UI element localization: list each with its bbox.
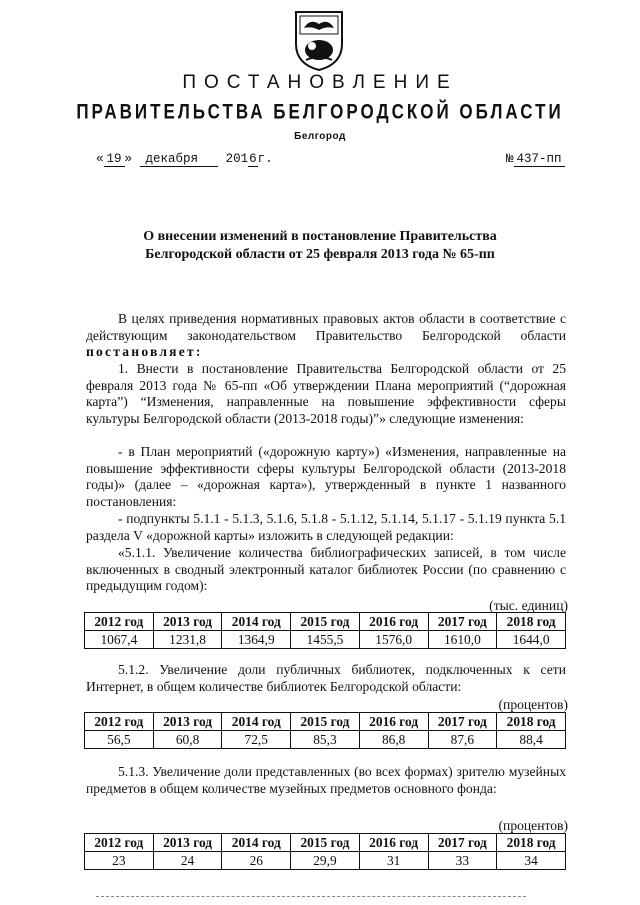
table-1-value-row bbox=[85, 631, 566, 649]
value-cell: 56,5 bbox=[85, 731, 154, 749]
year-cell: 2012 год bbox=[85, 834, 154, 852]
date-day: 19 bbox=[104, 152, 125, 167]
table-3-header-row bbox=[85, 834, 566, 852]
year-cell: 2016 год bbox=[359, 834, 428, 852]
document-number bbox=[506, 152, 565, 166]
date-year-prefix: 201 bbox=[225, 152, 249, 166]
year-cell: 2013 год bbox=[153, 613, 222, 631]
intro-paragraph bbox=[86, 311, 566, 361]
date-year-suffix: 6 bbox=[249, 152, 257, 166]
year-cell: 2015 год bbox=[291, 834, 360, 852]
value-cell: 1644,0 bbox=[497, 631, 566, 649]
value-cell: 24 bbox=[153, 852, 222, 870]
value-cell: 31 bbox=[359, 852, 428, 870]
postanovlyaet-word: постановляет: bbox=[86, 344, 203, 360]
value-cell: 88,4 bbox=[497, 731, 566, 749]
year-cell: 2017 год bbox=[428, 834, 497, 852]
value-cell: 26 bbox=[222, 852, 291, 870]
subclause-5-1-1: «5.1.1. Увеличение количества библиографических записей, в том числе включенных в сводный электронный каталог библиотек России (по сравнению с предыдущим годом): bbox=[86, 545, 566, 594]
year-cell: 2018 год bbox=[497, 834, 566, 852]
value-cell: 1231,8 bbox=[153, 631, 222, 649]
year-cell: 2016 год bbox=[359, 713, 428, 731]
value-cell: 29,9 bbox=[291, 852, 360, 870]
value-cell: 60,8 bbox=[153, 731, 222, 749]
table-2-header-row bbox=[85, 713, 566, 731]
number-value: 437-пп bbox=[514, 152, 565, 167]
value-cell: 33 bbox=[428, 852, 497, 870]
value-cell: 87,6 bbox=[428, 731, 497, 749]
year-cell: 2014 год bbox=[222, 834, 291, 852]
document-title bbox=[60, 228, 580, 264]
table-2 bbox=[84, 712, 566, 749]
year-cell: 2017 год bbox=[428, 613, 497, 631]
city: Белгород bbox=[294, 131, 346, 142]
value-cell: 1455,5 bbox=[291, 631, 360, 649]
year-cell: 2015 год bbox=[291, 713, 360, 731]
year-cell: 2013 год bbox=[153, 713, 222, 731]
year-cell: 2014 год bbox=[222, 613, 291, 631]
issuer: ПРАВИТЕЛЬСТВА БЕЛГОРОДСКОЙ ОБЛАСТИ bbox=[76, 99, 564, 124]
year-cell: 2018 год bbox=[497, 713, 566, 731]
bullet-2-paragraph: - подпункты 5.1.1 - 5.1.3, 5.1.6, 5.1.8 - 5.1.12, 5.1.14, 5.1.17 - 5.1.19 пункта 5.1 раздела V «дорожной карты» изложить в следующей редакции: bbox=[86, 511, 566, 543]
table-3 bbox=[84, 833, 566, 870]
value-cell: 23 bbox=[85, 852, 154, 870]
year-cell: 2016 год bbox=[359, 613, 428, 631]
item-1-paragraph: 1. Внести в постановление Правительства Белгородской области от 25 февраля 2013 года № 65-пп «Об утверждении Плана мероприятий (“дорожная карта”) “Изменения, направленные на повышение эффективности сферы культуры Белгородской области (2013-2018 годы)”» следующие изменения: bbox=[86, 361, 566, 426]
date-year-end: г. bbox=[257, 152, 273, 166]
year-cell: 2015 год bbox=[291, 613, 360, 631]
year-cell: 2013 год bbox=[153, 834, 222, 852]
subclause-5-1-2: 5.1.2. Увеличение доли публичных библиотек, подключенных к сети Интернет, в общем количестве библиотек Белгородской области: bbox=[86, 662, 566, 694]
value-cell: 34 bbox=[497, 852, 566, 870]
coat-of-arms-icon bbox=[290, 8, 348, 72]
value-cell: 1364,9 bbox=[222, 631, 291, 649]
year-cell: 2014 год bbox=[222, 713, 291, 731]
year-cell: 2017 год bbox=[428, 713, 497, 731]
intro-text: В целях приведения нормативных правовых актов области в соответствие с действующим законодательством Правительство Белгородской области bbox=[86, 311, 566, 343]
year-cell: 2012 год bbox=[85, 613, 154, 631]
number-prefix: № bbox=[506, 152, 514, 166]
value-cell: 72,5 bbox=[222, 731, 291, 749]
bullet-1-paragraph: - в План мероприятий («дорожную карту») «Изменения, направленные на повышение эффективности сферы культуры Белгородской области (2013-2018 годы)» (далее – «дорожная карта»), утвержденный в пункте 1 названного постановления: bbox=[86, 444, 566, 509]
value-cell: 86,8 bbox=[359, 731, 428, 749]
table-1-unit: (тыс. единиц) bbox=[489, 598, 568, 613]
year-cell: 2012 год bbox=[85, 713, 154, 731]
date-month: декабря bbox=[140, 152, 219, 167]
value-cell: 85,3 bbox=[291, 731, 360, 749]
table-1-header-row bbox=[85, 613, 566, 631]
page-bottom-divider bbox=[96, 896, 526, 897]
title-line-2: Белгородской области от 25 февраля 2013 года № 65-пп bbox=[145, 247, 495, 262]
table-2-unit: (процентов) bbox=[498, 697, 568, 712]
document-type: ПОСТАНОВЛЕНИЕ bbox=[182, 72, 458, 93]
year-cell: 2018 год bbox=[497, 613, 566, 631]
table-2-value-row bbox=[85, 731, 566, 749]
value-cell: 1610,0 bbox=[428, 631, 497, 649]
subclause-5-1-3: 5.1.3. Увеличение доли представленных (во всех формах) зрителю музейных предметов в общем количестве музейных предметов основного фонда: bbox=[86, 764, 566, 796]
document-date: « 19 » декабря 2016г. bbox=[96, 152, 273, 166]
table-1 bbox=[84, 612, 566, 649]
title-line-1: О внесении изменений в постановление Правительства bbox=[143, 229, 497, 244]
table-3-unit: (процентов) bbox=[498, 818, 568, 833]
value-cell: 1067,4 bbox=[85, 631, 154, 649]
value-cell: 1576,0 bbox=[359, 631, 428, 649]
table-3-value-row bbox=[85, 852, 566, 870]
